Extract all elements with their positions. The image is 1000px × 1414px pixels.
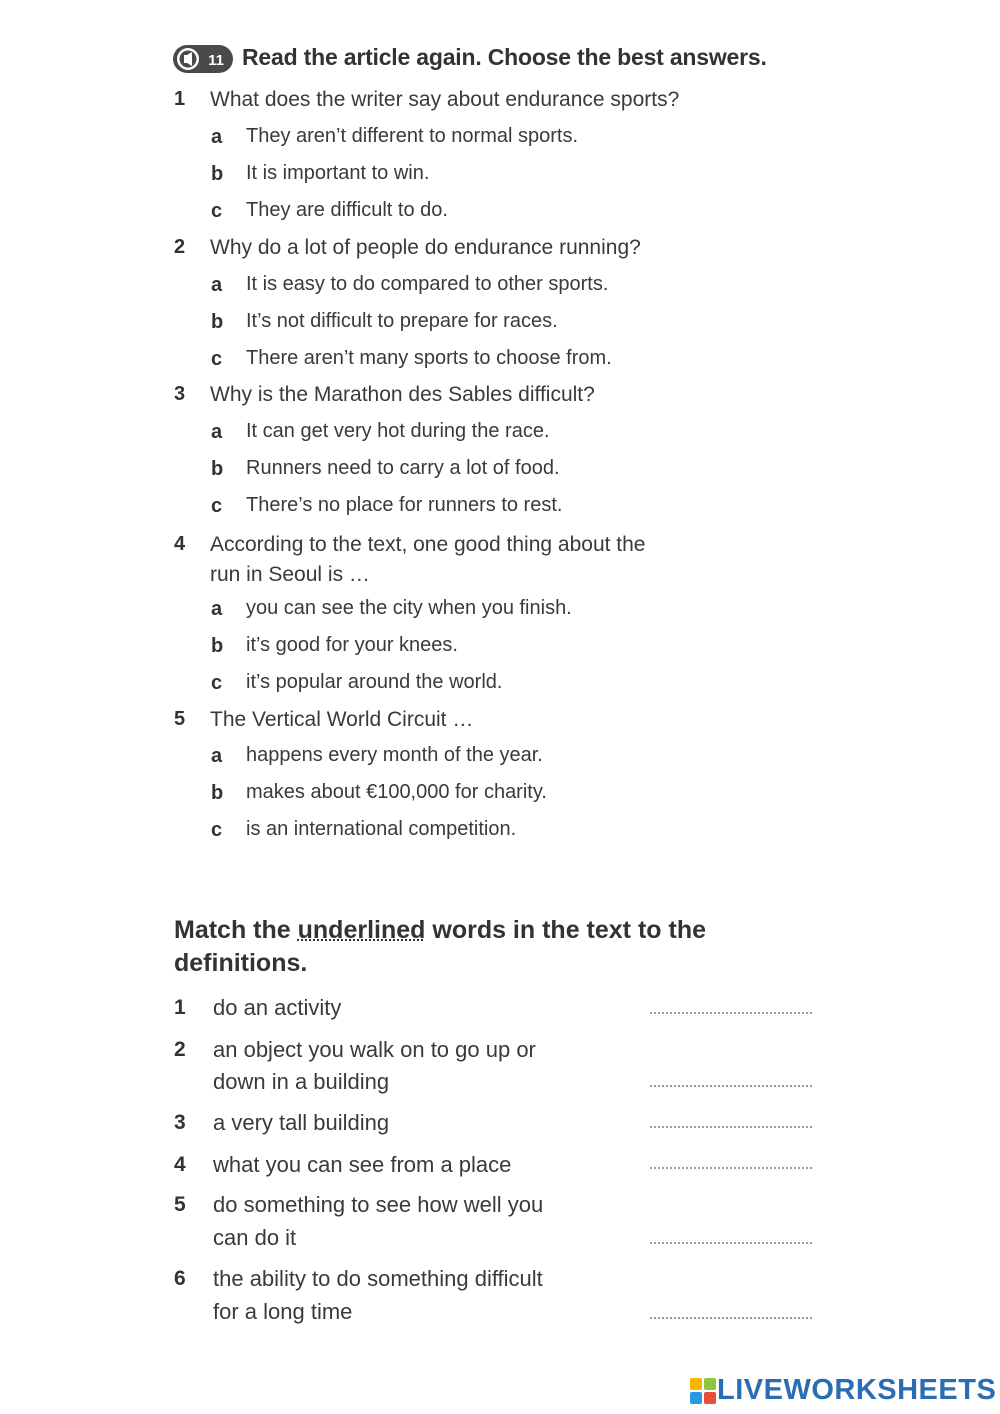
question-text-line1: According to the text, one good thing about the: [210, 533, 646, 556]
option-letter: b: [211, 458, 224, 480]
liveworksheets-logo-text[interactable]: LIVEWORKSHEETS: [717, 1374, 997, 1406]
answer-blank-3[interactable]: [650, 1126, 812, 1128]
option-letter: a: [211, 598, 223, 620]
option-letter: b: [211, 311, 224, 333]
liveworksheets-logo-icon: [690, 1378, 716, 1404]
option-text: It can get very hot during the race.: [246, 420, 550, 442]
question-text: What does the writer say about endurance sports?: [210, 88, 680, 111]
definition-text: a very tall building: [213, 1110, 390, 1135]
audio-track-icon[interactable]: [172, 44, 234, 74]
option-text: Runners need to carry a lot of food.: [246, 457, 560, 479]
option-letter: c: [211, 200, 223, 222]
option-text: There aren’t many sports to choose from.: [246, 347, 612, 369]
option-text: you can see the city when you finish.: [246, 597, 572, 619]
option-letter: c: [211, 495, 223, 517]
option-letter: b: [211, 635, 224, 657]
exercise2-heading: [174, 914, 814, 980]
option-letter: a: [211, 126, 223, 148]
option-letter: a: [211, 745, 223, 767]
option-letter: a: [211, 421, 223, 443]
answer-blank-2[interactable]: [650, 1085, 812, 1087]
logo-icon-graphic: [690, 1378, 716, 1404]
option-letter: b: [211, 782, 224, 804]
heading-text: words in the text to the definitions.: [174, 916, 706, 977]
question-text-line2: run in Seoul is …: [210, 563, 370, 586]
option-text: It’s not difficult to prepare for races.: [246, 310, 558, 332]
answer-blank-6[interactable]: [650, 1317, 812, 1319]
question-text: The Vertical World Circuit …: [210, 708, 474, 731]
heading-underlined-word: underlined: [297, 916, 426, 944]
option-text: makes about €100,000 for charity.: [246, 781, 547, 803]
answer-blank-5[interactable]: [650, 1242, 812, 1244]
definition-text: what you can see from a place: [213, 1152, 512, 1177]
definition-number: 1: [174, 996, 186, 1019]
question-number: 2: [174, 236, 186, 258]
option-letter: b: [211, 163, 224, 185]
question-text: Why is the Marathon des Sables difficult?: [210, 383, 595, 406]
option-text: It is important to win.: [246, 162, 430, 184]
option-text: it’s popular around the world.: [246, 671, 503, 693]
option-text: There’s no place for runners to rest.: [246, 494, 563, 516]
exercise1-heading: Read the article again. Choose the best answers.: [242, 44, 767, 70]
heading-text: Match the: [174, 916, 298, 944]
question-text: Why do a lot of people do endurance running?: [210, 236, 641, 259]
definition-text-line1: do something to see how well you: [213, 1192, 544, 1217]
option-text: is an international competition.: [246, 818, 517, 840]
definition-text-line1: the ability to do something difficult: [213, 1266, 543, 1291]
definition-text-line1: an object you walk on to go up or: [213, 1037, 536, 1062]
answer-blank-4[interactable]: [650, 1167, 812, 1169]
definition-number: 2: [174, 1038, 186, 1061]
definition-text-line2: for a long time: [213, 1299, 353, 1324]
option-letter: c: [211, 819, 223, 841]
answer-blank-1[interactable]: [650, 1012, 812, 1014]
option-text: They aren’t different to normal sports.: [246, 125, 579, 147]
definition-number: 6: [174, 1267, 186, 1290]
definition-number: 3: [174, 1111, 186, 1134]
option-text: It is easy to do compared to other sports.: [246, 273, 609, 295]
definition-text: do an activity: [213, 995, 342, 1020]
definition-text-line2: can do it: [213, 1225, 297, 1250]
option-text: happens every month of the year.: [246, 744, 543, 766]
option-letter: a: [211, 274, 223, 296]
question-number: 5: [174, 708, 186, 730]
option-text: it’s good for your knees.: [246, 634, 458, 656]
definition-number: 5: [174, 1193, 186, 1216]
question-number: 4: [174, 533, 186, 555]
option-letter: c: [211, 348, 223, 370]
definition-number: 4: [174, 1153, 186, 1176]
question-number: 1: [174, 88, 186, 110]
audio-track-number: 11: [208, 52, 224, 69]
option-text: They are difficult to do.: [246, 199, 448, 221]
question-number: 3: [174, 383, 186, 405]
definition-text-line2: down in a building: [213, 1069, 390, 1094]
audio-track-icon-graphic: [172, 44, 234, 74]
option-letter: c: [211, 672, 223, 694]
